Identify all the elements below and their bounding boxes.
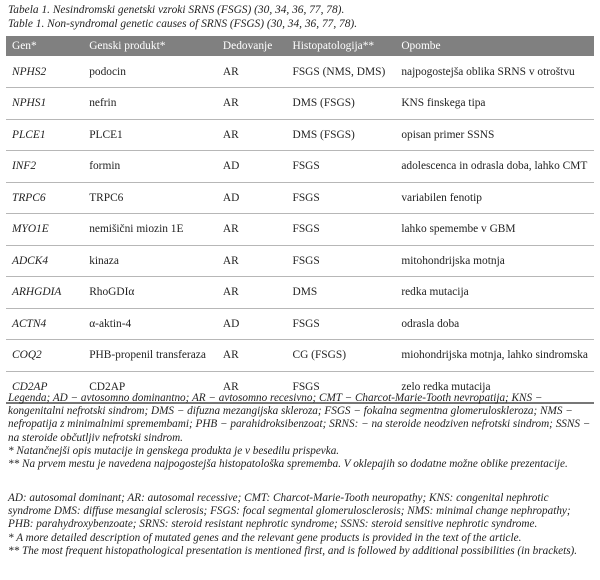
cell-gene: ADCK4	[12, 254, 49, 267]
table-row	[6, 214, 594, 246]
cell-gene: CD2AP	[12, 380, 48, 393]
genetic-causes-table	[6, 36, 594, 404]
cell-histopathology: FSGS	[292, 223, 320, 236]
cell-inheritance: AD	[222, 317, 240, 330]
cell-notes: adolescenca in odrasla doba, lahko CMT	[401, 160, 588, 173]
footnote-1-slovene: * Natančnejši opis mutacije in genskega produkta je v besedilu prispevka.	[8, 444, 340, 457]
cell-histopathology: DMS (FSGS)	[292, 97, 355, 110]
table-body	[6, 56, 594, 403]
cell-gene-product: RhoGDIα	[89, 286, 135, 299]
cell-inheritance: AR	[222, 128, 239, 141]
table-header-row	[6, 36, 594, 56]
table-row	[6, 119, 594, 151]
cell-histopathology: FSGS	[292, 317, 320, 330]
cell-gene: MYO1E	[12, 223, 49, 236]
cell-inheritance: AD	[222, 191, 240, 204]
notes-english	[8, 492, 592, 558]
cell-histopathology: FSGS	[292, 380, 320, 393]
cell-histopathology: DMS (FSGS)	[292, 128, 355, 141]
table-row	[6, 151, 594, 183]
cell-inheritance: AR	[222, 349, 239, 362]
cell-histopathology: FSGS (NMS, DMS)	[292, 65, 386, 78]
cell-notes: odrasla doba	[401, 317, 460, 330]
cell-notes: mitohondrijska motnja	[401, 254, 505, 267]
cell-gene-product: kinaza	[89, 254, 119, 267]
cell-notes: miohondrijska motnja, lahko sindromska	[401, 349, 588, 362]
footnote-2-english: ** The most frequent histopathological presentation is mentioned first, and is followed by additional possibilities (in brackets).	[8, 544, 578, 557]
header-notes: Opombe	[401, 40, 441, 52]
table-row	[6, 182, 594, 214]
table-row	[6, 245, 594, 277]
cell-inheritance: AR	[222, 223, 239, 236]
caption-english: Table 1. Non-syndromal genetic causes of SRNS (FSGS) (30, 34, 36, 77, 78).	[8, 17, 358, 30]
cell-gene: COQ2	[12, 349, 42, 362]
cell-gene: TRPC6	[12, 191, 46, 204]
cell-gene-product: α-aktin-4	[89, 317, 132, 330]
legend-slovene: Legenda; AD − avtosomno dominantno; AR − avtosomno recesivno; CMT − Charcot-Marie-Tooth nevropatija; KNS − kongenitalni nefrotski sindrom; DMS − difuzna mezangijska skleroza; FSGS − fokalna segmentna glomeruloskleroza; NMS − nefropatija z minimalnimi spremembami; PHB − parahidroksibenzoat; SRNS: − na steroide neodziven nefrotski sindrom; SSNS − na steroide občutljiv nefrotski sindrom.	[8, 392, 591, 444]
cell-gene: ARHGDIA	[12, 286, 62, 299]
cell-gene-product: TRPC6	[89, 191, 124, 204]
table-caption	[8, 4, 357, 31]
cell-gene: ACTN4	[12, 317, 47, 330]
caption-slovene: Tabela 1. Nesindromski genetski vzroki SRNS (FSGS) (30, 34, 36, 77, 78).	[8, 4, 345, 16]
header-inheritance: Dedovanje	[222, 40, 273, 52]
cell-gene-product: PHB-propenil transferaza	[89, 349, 206, 362]
cell-notes: zelo redka mutacija	[401, 380, 491, 393]
header-gene-product: Genski produkt*	[89, 40, 166, 52]
cell-histopathology: DMS	[292, 286, 318, 299]
cell-notes: variabilen fenotip	[401, 191, 482, 204]
cell-gene-product: CD2AP	[89, 380, 126, 393]
cell-gene: NPHS2	[12, 65, 47, 78]
cell-notes: redka mutacija	[401, 286, 469, 299]
table-row	[6, 308, 594, 340]
cell-inheritance: AR	[222, 286, 239, 299]
cell-gene-product: nemišični miozin 1E	[89, 223, 184, 236]
cell-histopathology: FSGS	[292, 160, 320, 173]
cell-gene-product: nefrin	[89, 97, 117, 110]
cell-histopathology: FSGS	[292, 254, 320, 267]
cell-notes: opisan primer SSNS	[401, 128, 495, 141]
cell-gene-product: formin	[89, 160, 121, 173]
footnote-1-english: * A more detailed description of mutated genes and the relevant gene products is provided in the text of the article.	[8, 531, 522, 544]
table-row	[6, 88, 594, 120]
cell-histopathology: CG (FSGS)	[292, 349, 346, 362]
table-row	[6, 340, 594, 372]
cell-gene-product: PLCE1	[89, 128, 123, 141]
table-row	[6, 277, 594, 309]
cell-gene: NPHS1	[12, 97, 47, 110]
cell-inheritance: AR	[222, 380, 239, 393]
cell-histopathology: FSGS	[292, 191, 320, 204]
header-gene: Gen*	[12, 40, 37, 52]
header-histopathology: Histopatologija**	[292, 40, 375, 52]
cell-gene: PLCE1	[12, 128, 46, 141]
cell-notes: lahko spemembe v GBM	[401, 223, 516, 236]
cell-notes: KNS finskega tipa	[401, 97, 486, 110]
footnote-2-slovene: ** Na prvem mestu je navedena najpogostejša histopatološka sprememba. V oklepajih so dodatne možne oblike prezentacije.	[8, 458, 568, 471]
cell-inheritance: AR	[222, 254, 239, 267]
notes-slovene	[8, 392, 592, 471]
cell-gene: INF2	[12, 160, 37, 173]
table-row	[6, 56, 594, 88]
cell-inheritance: AR	[222, 65, 239, 78]
cell-inheritance: AR	[222, 97, 239, 110]
cell-notes: najpogostejša oblika SRNS v otroštvu	[401, 65, 575, 78]
cell-gene-product: podocin	[89, 65, 126, 78]
cell-inheritance: AD	[222, 160, 240, 173]
legend-english: AD: autosomal dominant; AR: autosomal recessive; CMT: Charcot-Marie-Tooth neuropathy; KNS: congenital nephrotic syndrome DMS: diffuse mesangial sclerosis; FSGS: focal segmental glomerulosclerosis; NMS: minimal change nephropathy; PHB: parahydroxybenzoate; SRNS: steroid resistant nephrotic syndrome; SSNS: steroid sensitive nephrotic syndrome.	[8, 492, 571, 531]
